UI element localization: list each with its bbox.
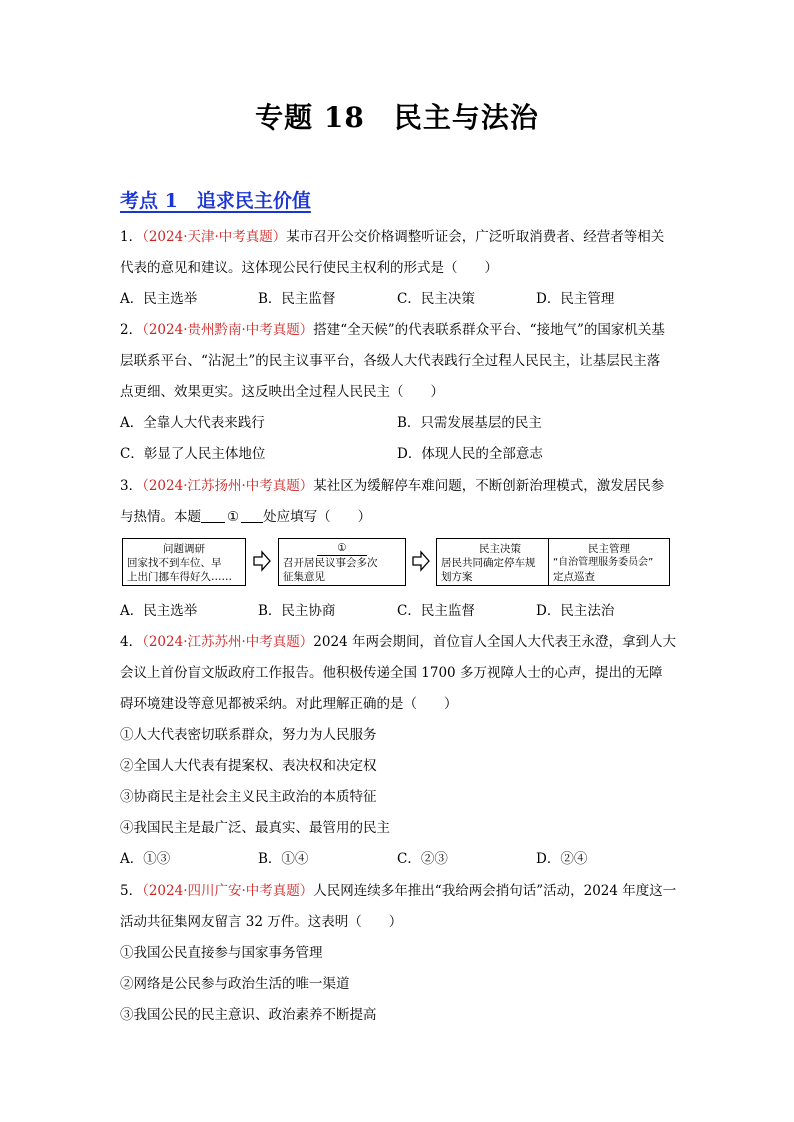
blank-marker: ① bbox=[227, 509, 240, 525]
question-4-line-2: 会议上首份盲文版政府工作报告。他积极传递全国 1700 多万视障人士的心声，提出的无障 bbox=[120, 665, 663, 681]
question-3: 3．（2024·江苏扬州·中考真题）某社区为缓解停车难问题，不断创新治理模式，激发居民参 bbox=[120, 478, 665, 494]
question-source: （2024·江苏苏州·中考真题） bbox=[142, 634, 314, 650]
q2-option-d: D．体现人民的全部意志 bbox=[397, 446, 543, 462]
flow-box-2: ① 召开居民议事会多次 征集意见 bbox=[278, 538, 406, 586]
q4-statement-4: ④我国民主是最广泛、最真实、最管用的民主 bbox=[120, 820, 390, 836]
q4-option-d: D．②④ bbox=[536, 851, 588, 867]
question-5: 5．（2024·四川广安·中考真题）人民网连续多年推出“我给两会捎句话”活动，2024 年度这一 bbox=[120, 883, 677, 899]
q4-statement-1: ①人大代表密切联系群众，努力为人民服务 bbox=[120, 727, 377, 743]
question-4: 4．（2024·江苏苏州·中考真题）2024 年两会期间，首位盲人全国人大代表王永澄，拿到人大 bbox=[120, 634, 676, 650]
q3-option-b: B．民主协商 bbox=[258, 603, 336, 619]
question-5-line-2: 活动共征集网友留言 32 万件。这表明（ ） bbox=[120, 914, 403, 930]
q5-statement-2: ②网络是公民参与政治生活的唯一渠道 bbox=[120, 976, 350, 992]
q2-option-b: B．只需发展基层的民主 bbox=[397, 415, 542, 431]
q2-option-a: A．全靠人大代表来践行 bbox=[120, 415, 265, 431]
page-title: 专题 18 民主与法治 bbox=[255, 101, 539, 134]
q5-statement-1: ①我国公民直接参与国家事务管理 bbox=[120, 945, 323, 961]
question-1: 1．（2024·天津·中考真题）某市召开公交价格调整听证会，广泛听取消费者、经营者等相关 bbox=[120, 229, 665, 245]
question-2-line-3: 点更细、效果更实。这反映出全过程人民民主（ ） bbox=[120, 384, 444, 400]
q4-statement-3: ③协商民主是社会主义民主政治的本质特征 bbox=[120, 789, 377, 805]
q2-option-c: C．彰显了人民主体地位 bbox=[120, 446, 266, 462]
q4-option-a: A．①③ bbox=[120, 851, 171, 867]
question-source: （2024·江苏扬州·中考真题） bbox=[142, 478, 314, 494]
q4-option-c: C．②③ bbox=[397, 851, 448, 867]
question-2: 2．（2024·贵州黔南·中考真题）搭建“全天候”的代表联系群众平台、“接地气”的国家机关基 bbox=[120, 322, 665, 338]
question-source: （2024·天津·中考真题） bbox=[142, 229, 287, 245]
question-source: （2024·贵州黔南·中考真题） bbox=[142, 322, 314, 338]
q1-option-a: A．民主选举 bbox=[120, 291, 198, 307]
arrow-right-icon bbox=[253, 550, 271, 572]
q3-option-a: A．民主选举 bbox=[120, 603, 198, 619]
answer-blank bbox=[201, 508, 225, 523]
q5-statement-3: ③我国公民的民主意识、政治素养不断提高 bbox=[120, 1007, 377, 1023]
arrow-right-icon bbox=[412, 550, 430, 572]
flow-box-4: 民主管理 “自治管理服务委员会” 定点巡查 bbox=[548, 538, 670, 586]
q3-option-d: D．民主法治 bbox=[536, 603, 615, 619]
q1-option-c: C．民主决策 bbox=[397, 291, 475, 307]
section-heading: 考点 1 追求民主价值 bbox=[120, 190, 311, 212]
q1-option-d: D．民主管理 bbox=[536, 291, 615, 307]
q1-option-b: B．民主监督 bbox=[258, 291, 336, 307]
q4-statement-2: ②全国人大代表有提案权、表决权和决定权 bbox=[120, 758, 377, 774]
q4-option-b: B．①④ bbox=[258, 851, 309, 867]
flow-box-3: 民主决策 居民共同确定停车规 划方案 bbox=[436, 538, 564, 586]
flow-box-1: 问题调研 回家找不到车位、早 上出门挪车得好久…… bbox=[122, 538, 246, 586]
question-2-line-2: 层联系平台、“沾泥土”的民主议事平台，各级人大代表践行全过程人民民主，让基层民主落 bbox=[120, 353, 661, 369]
question-3-line-2: 与热情。本题 ① 处应填写（ ） bbox=[120, 509, 372, 525]
answer-blank bbox=[241, 508, 263, 523]
question-1-line-2: 代表的意见和建议。这体现公民行使民主权利的形式是（ ） bbox=[120, 260, 498, 276]
question-4-line-3: 碍环境建设等意见都被采纳。对此理解正确的是（ ） bbox=[120, 696, 458, 712]
question-source: （2024·四川广安·中考真题） bbox=[142, 883, 314, 899]
q3-option-c: C．民主监督 bbox=[397, 603, 475, 619]
